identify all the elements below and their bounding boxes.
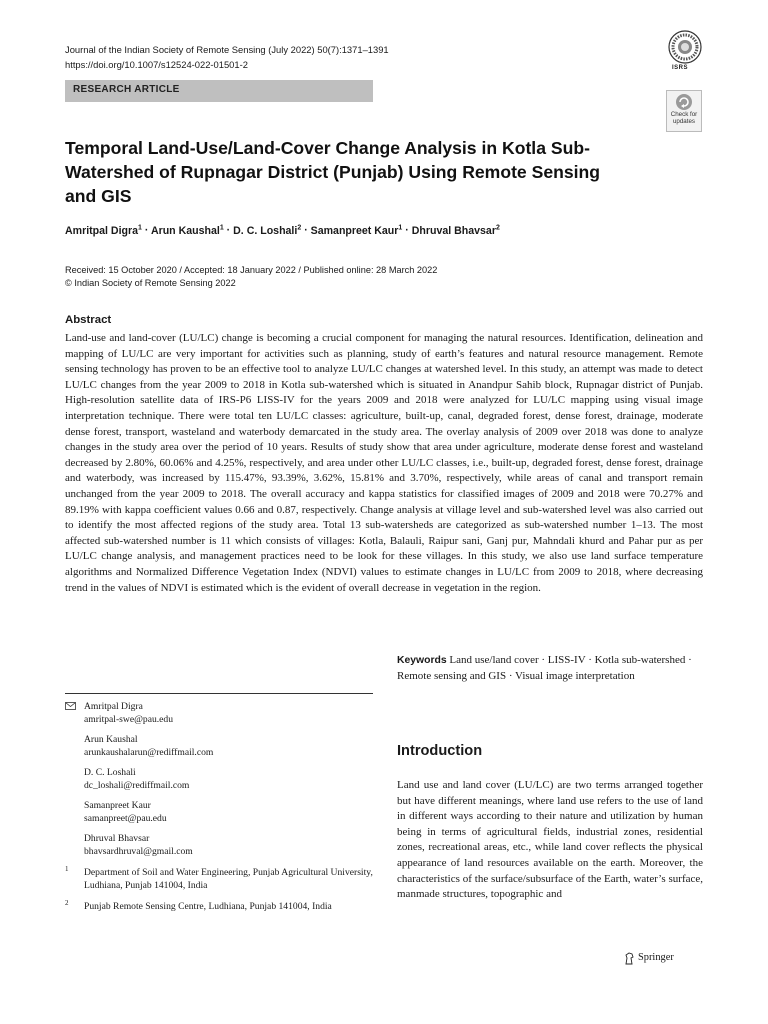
contact-entry bbox=[65, 799, 375, 825]
contact-entry bbox=[65, 700, 375, 726]
author[interactable]: Arun Kaushal$^1$ bbox=[150, 224, 224, 237]
affiliation-number: 2 bbox=[65, 899, 69, 907]
journal-citation: Journal of the Indian Society of Remote Sensing (July 2022) 50(7):1371–1391 bbox=[65, 44, 389, 55]
affiliation-item bbox=[65, 900, 375, 913]
contact-entry bbox=[65, 766, 375, 792]
contact-name: Amritpal Digra bbox=[84, 701, 143, 712]
article-type-label: RESEARCH ARTICLE bbox=[73, 84, 180, 95]
author[interactable]: Amritpal Digra$^1$ bbox=[65, 224, 142, 237]
contact-email[interactable]: bhavsardhruval@gmail.com bbox=[84, 846, 193, 857]
contact-email[interactable]: amritpal-swe@pau.edu bbox=[84, 714, 174, 725]
contact-name: D. C. Loshali bbox=[84, 767, 136, 778]
affiliation-number: 1 bbox=[65, 865, 69, 873]
contact-email[interactable]: dc_loshali@rediffmail.com bbox=[84, 780, 190, 791]
springer-horse-icon bbox=[624, 952, 635, 965]
author[interactable]: D. C. Loshali$^2$ bbox=[233, 224, 302, 237]
publisher-name: Springer bbox=[638, 952, 674, 963]
footnote-divider bbox=[65, 693, 373, 694]
abstract-heading: Abstract bbox=[65, 314, 112, 326]
corresponding-contacts bbox=[65, 700, 375, 865]
affiliations bbox=[65, 866, 375, 921]
doi-link[interactable]: https://doi.org/10.1007/s12524-022-01501-2 bbox=[65, 59, 248, 70]
author-list: Amritpal Digra$^1$ · Arun Kaushal$^1$ · D. C. Loshali$^2$ · Samanpreet Kaur$^1$ · Dhruval Bhavsar$^2$ bbox=[65, 224, 500, 237]
author[interactable]: Samanpreet Kaur$^1$ bbox=[310, 224, 403, 237]
author[interactable]: Dhruval Bhavsar$^2$ bbox=[411, 224, 500, 237]
publisher-footer bbox=[638, 952, 674, 963]
keywords-label: Keywords bbox=[397, 655, 447, 666]
introduction-heading: Introduction bbox=[397, 743, 483, 759]
envelope-icon bbox=[65, 702, 76, 710]
article-title: Temporal Land-Use/Land-Cover Change Analysis in Kotla Sub-Watershed of Rupnagar District (Punjab) Using Remote Sensing and GIS bbox=[65, 138, 601, 206]
contact-email[interactable]: arunkaushalarun@rediffmail.com bbox=[84, 747, 214, 758]
isrs-seal-icon bbox=[668, 30, 702, 64]
contact-entry bbox=[65, 832, 375, 858]
contact-email[interactable]: samanpreet@pau.edu bbox=[84, 813, 167, 824]
journal-header bbox=[65, 42, 389, 72]
abstract-body: Land-use and land-cover (LU/LC) change is becoming a crucial component for managing the natural resources. Identification, delineation and mapping of LU/LC are very important for activities such as planning, study of earth’s features and natural resource management. Remote sensing technology has proven to be an effective tool to analyze LU/LC changes at watershed level. In this study, an attempt was made to detect LU/LC changes from the year 2009 to 2018 in Kotla sub-watershed which is situated in Anandpur Sahib block, Rupnagar district of Punjab. High-resolution satellite data of IRS-P6 LISS-IV for the years 2009 and 2018 were analyzed for LU/LC mapping using visual image interpretation technique. There were total ten LU/LC classes: agriculture, built-up, canal, degraded forest, dense forest, drainage, moderate dense forest, transport, wasteland and waterbody demarcated in the study area. The overlay analysis of 2009 over 2018 was done to analyze changes in the study area over the period of 10 years. Results of study show that area under agriculture, moderate dense forest and wasteland decreased by 2.80%, 60.06% and 4.25%, respectively, and area under other LU/LC classes, i.e., built-up, degraded forest, dense forest, drainage and waterbody, was increased by 115.47%, 93.39%, 3.62%, 15.81% and 3.70%, respectively, while areas of canal and transport remain unchanged from the year 2009 to 2018. The overall accuracy and kappa statistics for classified images of 2009 and 2018 were 70.27% and 89.19% with kappa coefficient values 0.66 and 0.87, respectively. Change analysis at village level and sub-watershed level was also carried out to identify the most affected regions of the study area. Total 13 sub-watersheds are categorized as sub-watershed number 1–13. The most affected sub-watershed number is 11 which consists of villages: Kotla, Balauli, Raipur sani, Ganj pur, Mahndali khurd and Pahar pur as per LU/LC change analysis, and management practices need to be look for these villages. In this study, we also use land surface temperature algorithms and Normalized Difference Vegetation Index (NDVI) values to estimate changes in LU/LC from 2009 to 2018, where decreasing trend in the values of NDVI is estimated which is the evident of overall decrease in vegetation in the region. bbox=[65, 332, 703, 594]
keywords-block bbox=[397, 653, 703, 684]
contact-name: Arun Kaushal bbox=[84, 734, 138, 745]
keywords-text: Land use/land cover · LISS-IV · Kotla sub-watershed · Remote sensing and GIS · Visual image interpretation bbox=[397, 654, 692, 682]
affiliation-text: Department of Soil and Water Engineering, Punjab Agricultural University, Ludhiana, Punjab 141004, India bbox=[84, 867, 373, 891]
copyright-line: © Indian Society of Remote Sensing 2022 bbox=[65, 278, 236, 288]
contact-name: Dhruval Bhavsar bbox=[84, 833, 150, 844]
check-for-updates-label: Check for updates bbox=[670, 111, 698, 125]
history-dates: Received: 15 October 2020 / Accepted: 18 January 2022 / Published online: 28 March 2022 bbox=[65, 265, 438, 275]
affiliation-item bbox=[65, 866, 375, 892]
contact-entry bbox=[65, 733, 375, 759]
publication-dates bbox=[65, 264, 437, 290]
affiliation-text: Punjab Remote Sensing Centre, Ludhiana, Punjab 141004, India bbox=[84, 901, 332, 912]
isrs-logo-label: ISRS bbox=[672, 65, 689, 71]
contact-name: Samanpreet Kaur bbox=[84, 800, 151, 811]
introduction-body: Land use and land cover (LU/LC) are two terms arranged together but have different meanings, where land use refers to the use of land in different ways according to their nature and utilization by human being in terms of agricultural fields, industrial zones, residential zones, recreational areas, etc., while land cover reflects the physical appearance of land resources available on the earth. Moreover, the characteristics of the surface/subsurface of the Earth, water’s surface, manmade structures, topographic and bbox=[397, 779, 703, 901]
refresh-icon bbox=[674, 93, 694, 111]
